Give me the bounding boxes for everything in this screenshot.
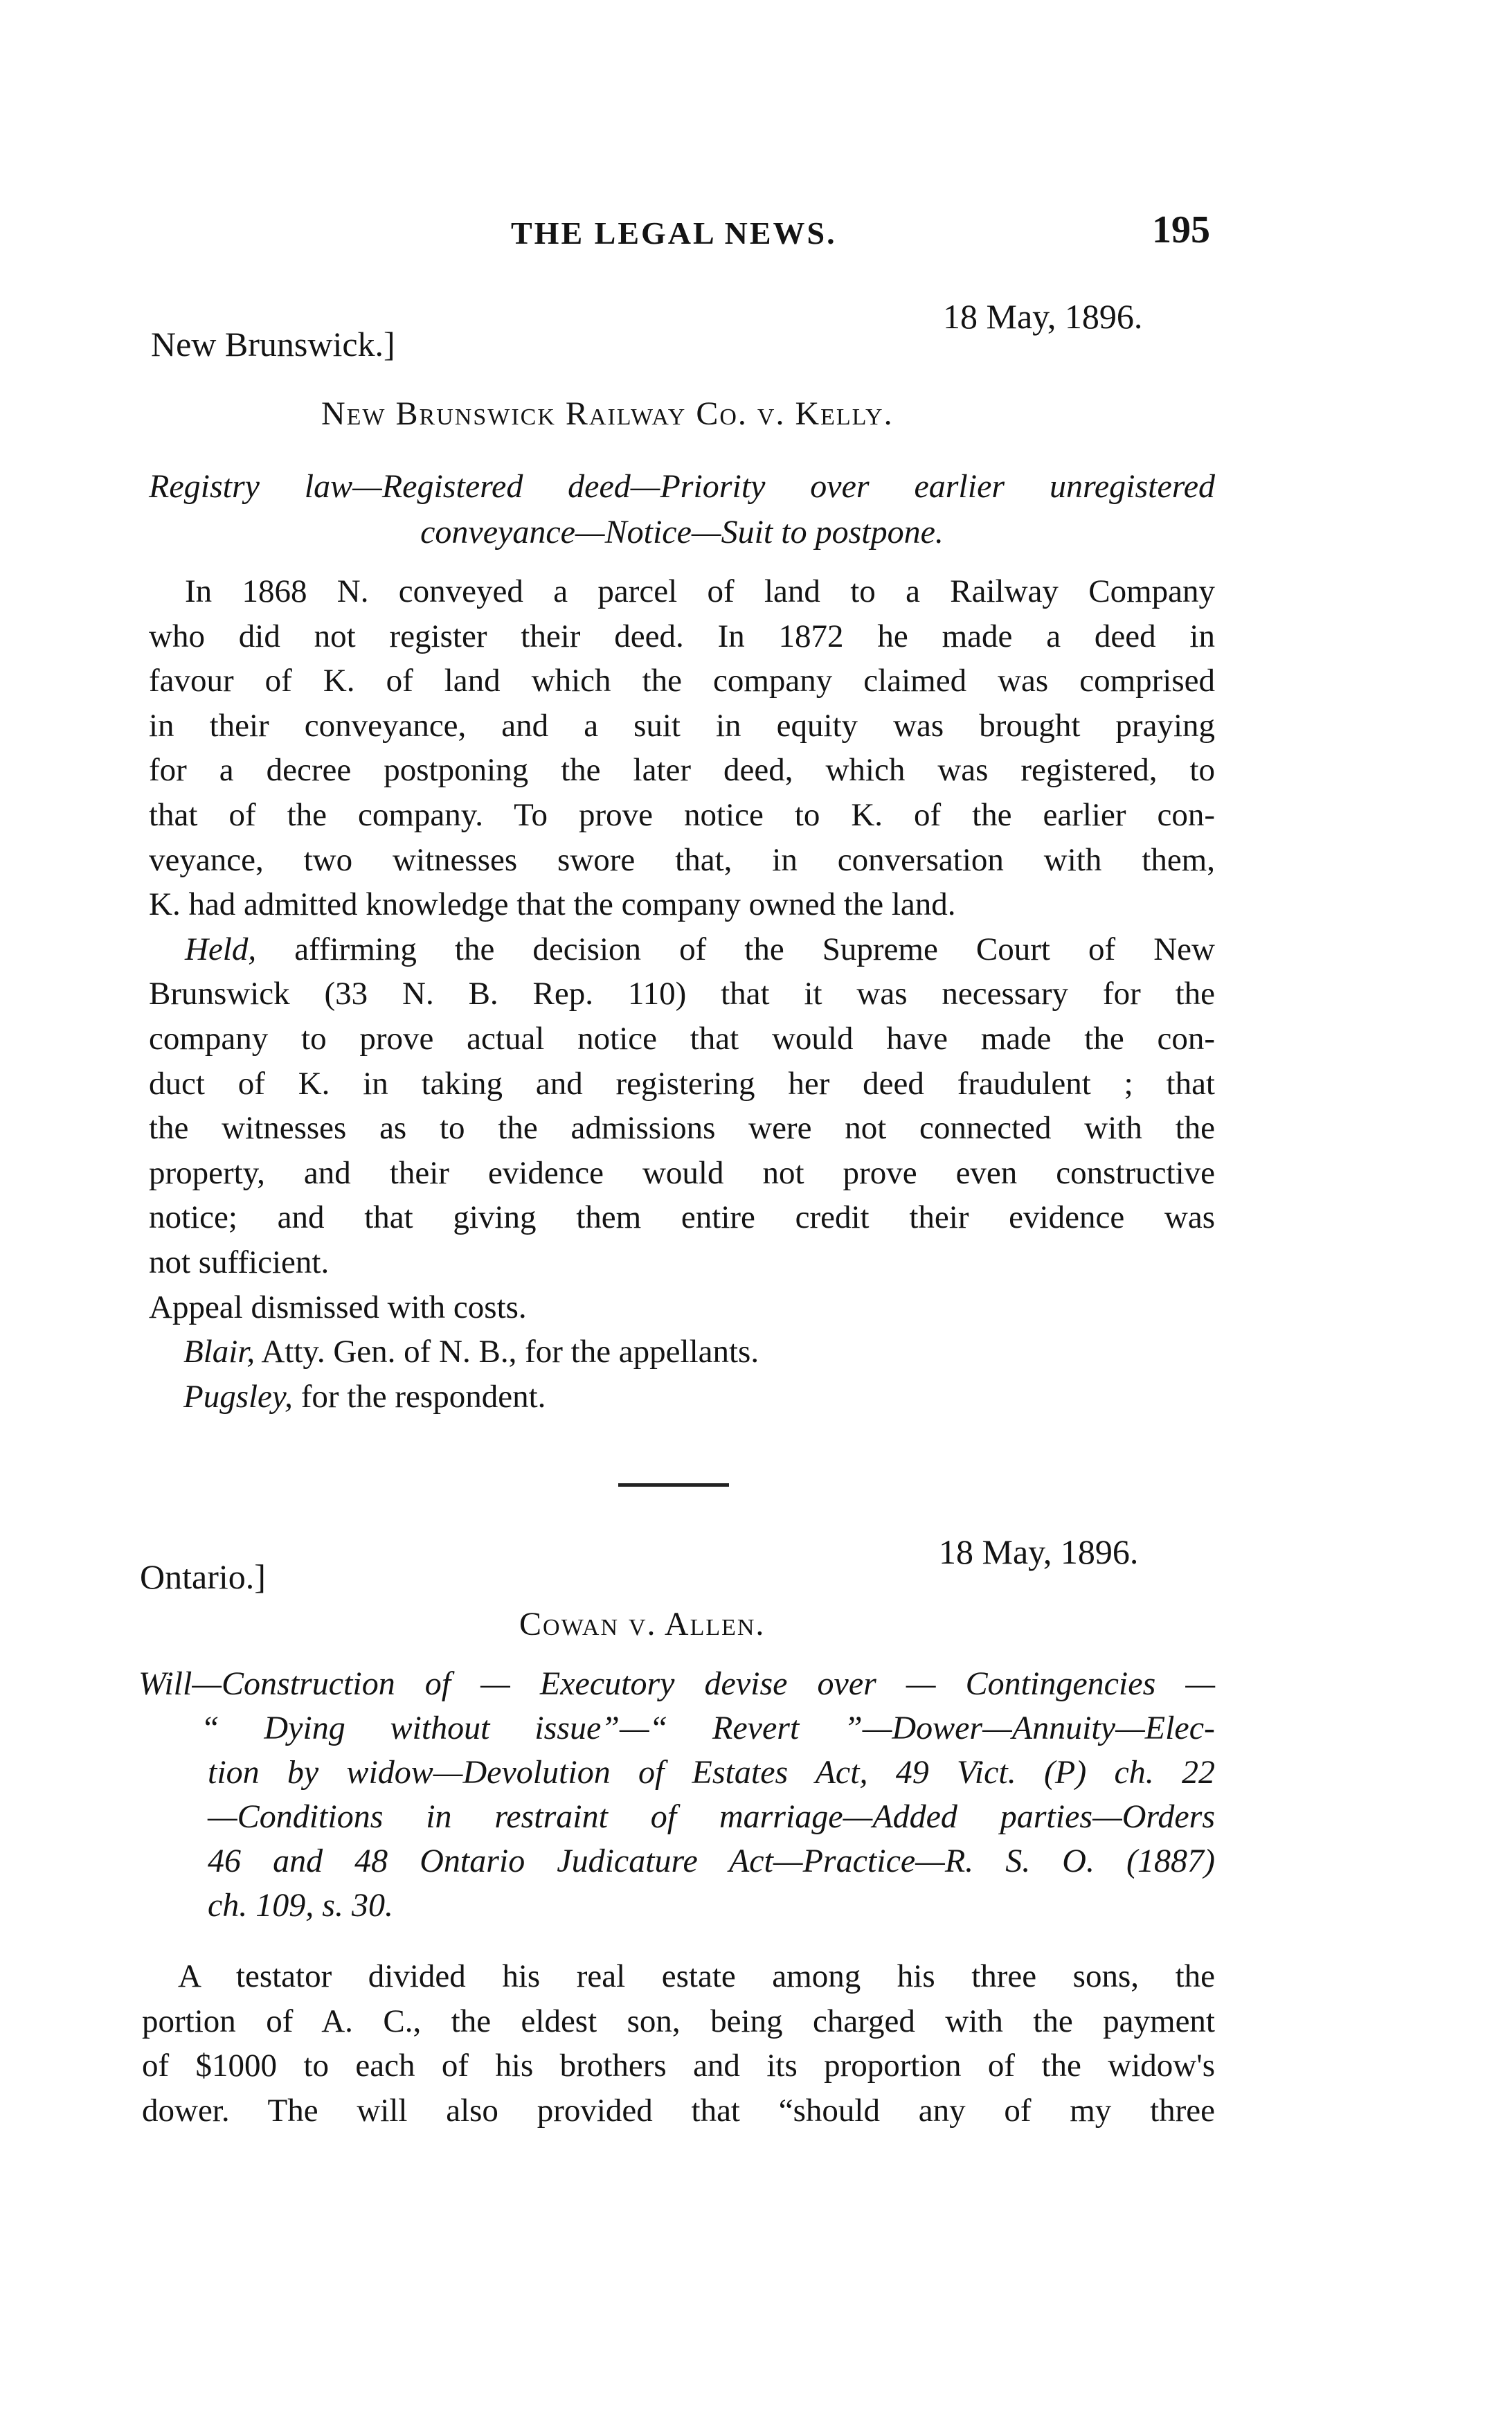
- page-number: 195: [1152, 208, 1210, 251]
- held-line: property, and their evidence would not prove even constructive: [149, 1154, 1215, 1191]
- held-line: company to prove actual notice that would have made the con-: [149, 1020, 1215, 1057]
- held-line: the witnesses as to the admissions were not connected with the: [149, 1110, 1215, 1147]
- counsel-line: [149, 1375, 1215, 1420]
- headnote-line: “ Dying without issue”—“ Revert ”—Dower—Annuity—Elec-: [201, 1710, 1215, 1746]
- held-line: [149, 927, 1215, 972]
- held-word: Held,: [185, 931, 257, 967]
- body-line: for a decree postponing the later deed, which was registered, to: [149, 752, 1215, 789]
- body-line: who did not register their deed. In 1872 he made a deed in: [149, 618, 1215, 654]
- counsel-name: Blair,: [183, 1334, 255, 1370]
- case2-body: [142, 1954, 1215, 2133]
- body-line: that of the company. To prove notice to K. of the earlier con-: [149, 796, 1215, 833]
- case1-date: 18 May, 1896.: [943, 297, 1143, 336]
- headnote-line: Will—Construction of — Executory devise over — Contingencies —: [138, 1665, 1215, 1702]
- body-line: In 1868 N. conveyed a parcel of land to a Railway Company: [185, 573, 1215, 609]
- case1-headnote: [149, 464, 1215, 555]
- held-line: duct of K. in taking and registering her deed fraudulent ; that: [149, 1065, 1215, 1102]
- body-line: K. had admitted knowledge that the company owned the land.: [149, 886, 956, 923]
- body-line: in their conveyance, and a suit in equity was brought praying: [149, 707, 1215, 744]
- headnote-line: 46 and 48 Ontario Judicature Act—Practice—R. S. O. (1887): [208, 1843, 1215, 1879]
- body-line: favour of K. of land which the company claimed was comprised: [149, 663, 1215, 699]
- body-line: A testator divided his real estate among his three sons, the: [178, 1958, 1215, 1994]
- case1-origin: New Brunswick.]: [151, 325, 395, 364]
- body-line: dower. The will also provided that “should any of my three: [142, 2092, 1215, 2129]
- headnote-line: conveyance—Notice—Suit to postpone.: [420, 514, 944, 551]
- headnote-line: —Conditions in restraint of marriage—Added parties—Orders: [208, 1798, 1215, 1835]
- headnote-line: tion by widow—Devolution of Estates Act, 49 Vict. (P) ch. 22: [208, 1754, 1215, 1791]
- held-line: Brunswick (33 N. B. Rep. 110) that it was necessary for the: [149, 976, 1215, 1012]
- case2-origin: Ontario.]: [140, 1557, 266, 1596]
- section-divider: [618, 1483, 729, 1487]
- headnote-line: Registry law—Registered deed—Priority over earlier unregistered: [149, 468, 1215, 505]
- case1-title: New Brunswick Railway Co. v. Kelly.: [321, 395, 894, 432]
- held-text: affirming the decision of the Supreme Court of New: [256, 931, 1215, 967]
- held-line: not sufficient.: [149, 1244, 330, 1280]
- body-line: of $1000 to each of his brothers and its proportion of the widow's: [142, 2048, 1215, 2084]
- case1-body: [149, 569, 1215, 1419]
- counsel-text: for the respondent.: [292, 1378, 546, 1415]
- counsel-name: Pugsley,: [183, 1378, 293, 1415]
- headnote-line: ch. 109, s. 30.: [208, 1887, 393, 1924]
- counsel-text: Atty. Gen. of N. B., for the appellants.: [255, 1334, 759, 1370]
- case2-date: 18 May, 1896.: [939, 1532, 1139, 1571]
- held-line: notice; and that giving them entire credit their evidence was: [149, 1199, 1215, 1236]
- case1-result: Appeal dismissed with costs.: [149, 1289, 527, 1325]
- body-line: portion of A. C., the eldest son, being charged with the payment: [142, 2003, 1215, 2039]
- running-title: THE LEGAL NEWS.: [511, 215, 837, 251]
- case2-headnote: [138, 1662, 1215, 1928]
- body-line: veyance, two witnesses swore that, in conversation with them,: [149, 841, 1215, 878]
- case2-title: Cowan v. Allen.: [519, 1606, 766, 1643]
- counsel-line: [149, 1330, 1215, 1375]
